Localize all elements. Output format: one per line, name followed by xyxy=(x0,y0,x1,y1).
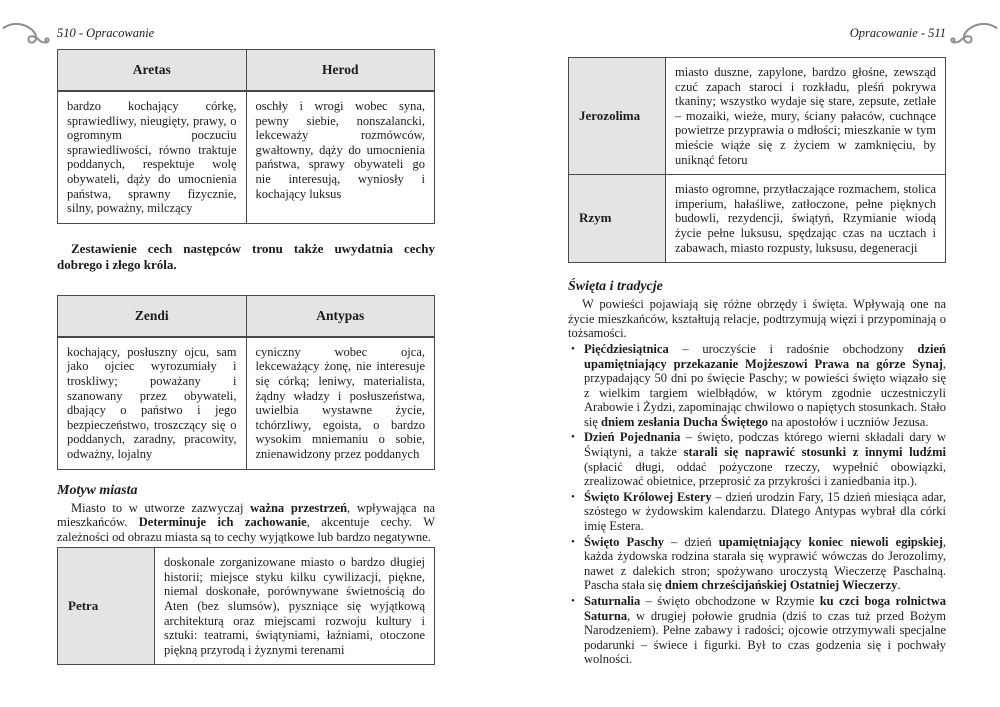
list-item-text: Saturnalia – święto obchodzone w Rzymie ku czci boga rolnictwa Saturna, w drugiej połowie grudnia (dziś to czas tuż przed Bożym Narodzeniem). Pełne zabawy i radości; ojcowie otrzymywali specjalne podarunki – świece i figurki. Był to czas godzenia się i pochwały wolności. xyxy=(584,594,947,667)
list-item-saturnalia xyxy=(568,594,946,667)
column-header-antypas: Antypas xyxy=(246,295,435,337)
flourish-right-icon xyxy=(948,20,998,47)
flourish-left-icon xyxy=(2,20,52,47)
table-cell-antypas-traits: cyniczny wobec ojca, lekceważący żonę, nie interesuje się córką; leniwy, materialista, żądny władzy i posłuszeństwa, uwielbia wystawne życie, tchórzliwy, egoista, o bardzo wysokim mniemaniu o sobie, znienawidzony przez poddanych xyxy=(246,337,435,469)
heirs-comparison-table xyxy=(57,295,435,470)
table-row xyxy=(58,91,435,223)
section-heading-city-motif: Motyw miasta xyxy=(57,482,138,498)
table-cell-zendi-traits: kochający, posłuszny ojcu, sam jako ojciec wyrozumiały i troskliwy; poważany i szanowany przez obywateli, dbający o państwo i jego bezpieczeństwo, troszczący się o poddanych, zaradny, pracowity, odważny, lojalny xyxy=(58,337,247,469)
table-cell-aretas-traits: bardzo kochający córkę, sprawiedliwy, nieugięty, prawy, o ogromnym poczuciu sprawiedliwości, równo traktuje poddanych, respektuje wolę obywateli, dąży do umocnienia państwa, sprawny fizycznie, silny, poważny, milczący xyxy=(58,91,247,223)
list-item-pentecost xyxy=(568,342,946,430)
section-heading-holidays: Święta i tradycje xyxy=(568,279,663,295)
running-head-left: 510 - Opracowanie xyxy=(57,26,155,40)
table-header-row xyxy=(58,295,435,337)
bullet-icon: • xyxy=(571,490,575,503)
table-cell-petra-description: doskonale zorganizowane miasto o bardzo długiej historii; miejsce styku kilku cywilizacji, piękne, niemal doskonałe, porównywane świetnością do Aten (bez slumsów), pyszniące się wyjątkową architekturą oraz miejscami rozwoju kultury i sztuki: teatrami, świątyniami, łaźniami, otoczone piękną przyrodą i żyznymi terenami xyxy=(155,548,435,665)
bullet-icon: • xyxy=(571,595,575,607)
table-label-petra: Petra xyxy=(58,548,155,665)
holidays-intro: W powieści pojawiają się różne obrzędy i święta. Wpływają one na życie mieszkańców, kształtują relacje, podtrzymują więzi i przypominają o tożsamości. xyxy=(568,297,946,341)
table-label-rzym: Rzym xyxy=(569,175,666,263)
table-row xyxy=(58,337,435,469)
page-right xyxy=(568,26,946,668)
table-row xyxy=(58,548,435,665)
table-cell-rzym-description: miasto ogromne, przytłaczające rozmachem, stolica imperium, hałaśliwe, zatłoczone, pełne pięknych budowli, rezydencji, świątyń, Rzymianie wiodą życie pełne luksusu, spędzając czas na ucztach i zabawach, miasto rozpusty, luksusu, degeneracji xyxy=(666,175,946,263)
list-item-text: Pięćdziesiątnica – uroczyście i radośnie obchodzony dzień upamiętniający przekazanie Mojżeszowi Prawa na górze Synaj, przypadający 50 dni po święcie Paschy; w powieści święto wiązało się z wielkim targiem wielbłądów, w którym zgodnie uczestniczyli Arabowie i Żydzi, zapominając chwilowo o napiętych stosunkach. Stało się dniem zesłania Ducha Świętego na apostołów i uczniów Jezusa. xyxy=(584,341,946,429)
list-item-text: Święto Królowej Estery – dzień urodzin Fary, 15 dzień miesiąca adar, szóstego w żydowskim kalendarzu. Dlatego Antypas wybrał dla córki imię Estera. xyxy=(584,489,946,534)
table-header-row xyxy=(58,50,435,92)
column-header-herod: Herod xyxy=(246,50,435,92)
list-item-text: Dzień Pojednania – święto, podczas którego wierni składali dary w Świątyni, a także starali się naprawić stosunki z innymi ludźmi (spłacić długi, oddać pożyczone rzeczy, wypełnić obowiązki, zrealizować obietnice, przeprosić za przykrości i zaniedbania itp.). xyxy=(584,430,946,489)
column-header-zendi: Zendi xyxy=(58,295,247,337)
bullet-icon: • xyxy=(571,431,575,444)
list-item-passover xyxy=(568,535,946,593)
table-cell-jerozolima-description: miasto duszne, zapylone, bardzo głośne, zewsząd czuć zapach staroci i rozkładu, pleśń pokrywa tkaniny; wszystko wydaje się stare, zepsute, zetlałe – mozaiki, wieże, mury, ściany pałaców, cuchnące powietrze przyprawia o mdłości; mieszkanie w tym mieście wiąże się z życiem w zamknięciu, by uniknąć fetoru xyxy=(666,58,946,175)
cities-table xyxy=(568,57,946,263)
table-label-jerozolima: Jerozolima xyxy=(569,58,666,175)
page-left xyxy=(57,26,435,665)
running-head-right: Opracowanie - 511 xyxy=(849,26,946,40)
table-row xyxy=(569,175,946,263)
list-item-text: Święto Paschy – dzień upamiętniający koniec niewoli egipskiej, każda żydowska rodzina starała się wyprawić wówczas do Jerozolimy, nawet z dalekich stron; spożywano uroczystą Wieczerzę Paschalną. Pascha stała się dniem chrześcijańskiej Ostatniej Wieczerzy. xyxy=(584,534,946,593)
bullet-icon: • xyxy=(571,535,575,548)
holidays-list xyxy=(568,342,946,667)
table-row xyxy=(569,58,946,175)
bullet-icon: • xyxy=(571,342,575,355)
list-item-queen-esther xyxy=(568,490,946,534)
petra-table xyxy=(57,547,435,665)
kings-comparison-table xyxy=(57,49,435,224)
list-item-day-of-atonement xyxy=(568,430,946,488)
column-header-aretas: Aretas xyxy=(58,50,247,92)
table-cell-herod-traits: oschły i wrogi wobec syna, pewny siebie, nonszalancki, lekceważy rozmówców, gwałtowny, dąży do umocnienia państwa, sprawy obywateli go nie interesują, wyniosły i kochający luksus xyxy=(246,91,435,223)
city-motif-paragraph: Miasto to w utworze zazwyczaj ważna przestrzeń, wpływająca na mieszkańców. Determinuje ich zachowanie, akcentuje cechy. W zależności od obrazu miasta są to cechy wyjątkowe lub bardzo negatywne. xyxy=(57,500,436,544)
lead-paragraph: Zestawienie cech następców tronu także uwydatnia cechy dobrego i złego króla. xyxy=(57,240,435,273)
